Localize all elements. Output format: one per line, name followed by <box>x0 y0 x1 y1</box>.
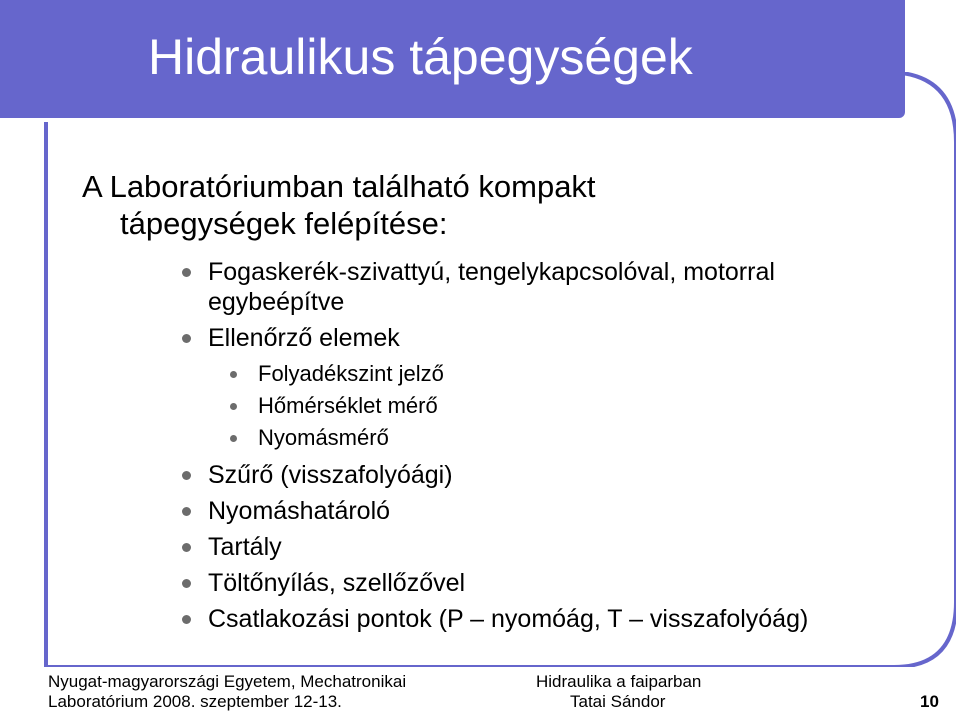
bullet-filler-text: Töltőnyílás, szellőzővel <box>208 569 466 597</box>
bullet-dot <box>230 403 237 410</box>
intro-line-2: tápegységek felépítése: <box>120 206 448 241</box>
bullet-relief-valve-text: Nyomáshatároló <box>208 497 391 525</box>
bullet-dot <box>182 268 191 277</box>
bullet-dot <box>182 579 191 588</box>
page-number: 10 <box>920 692 939 711</box>
content-frame <box>44 72 956 667</box>
sub-bullet-level-text: Folyadékszint jelző <box>258 361 444 386</box>
bullet-dot <box>182 471 191 480</box>
bullet-pump-line-1: Fogaskerék-szivattyú, tengelykapcsolóval, motorral <box>208 258 775 286</box>
bullet-dot <box>182 334 191 343</box>
bullet-filter-text: Szűrő (visszafolyóági) <box>208 461 453 489</box>
sub-bullet-pressure-gauge-text: Nyomásmérő <box>258 425 389 450</box>
bullet-control-elements-text: Ellenőrző elemek <box>208 324 400 352</box>
bullet-connections-text: Csatlakozási pontok (P – nyomóág, T – visszafolyóág) <box>208 605 809 633</box>
title-divider <box>0 118 905 123</box>
sub-bullet-temperature-text: Hőmérséklet mérő <box>258 393 438 418</box>
bullet-dot <box>182 543 191 552</box>
bullet-dot <box>230 435 237 442</box>
slide-title: Hidraulikus tápegységek <box>148 29 693 85</box>
footer-institution-line-2: Laboratórium 2008. szeptember 12-13. <box>48 692 342 711</box>
footer-author: Tatai Sándor <box>570 692 666 711</box>
intro-line-1: A Laboratóriumban található kompakt <box>82 169 596 204</box>
footer-institution-line-1: Nyugat-magyarországi Egyetem, Mechatronikai <box>48 672 407 691</box>
bullet-pump-line-2: egybeépítve <box>208 288 345 316</box>
bullet-dot <box>182 507 191 516</box>
bullet-dot <box>182 615 191 624</box>
bullet-tank-text: Tartály <box>208 533 282 561</box>
bullet-dot <box>230 371 237 378</box>
footer-course: Hidraulika a faiparban <box>536 672 702 691</box>
